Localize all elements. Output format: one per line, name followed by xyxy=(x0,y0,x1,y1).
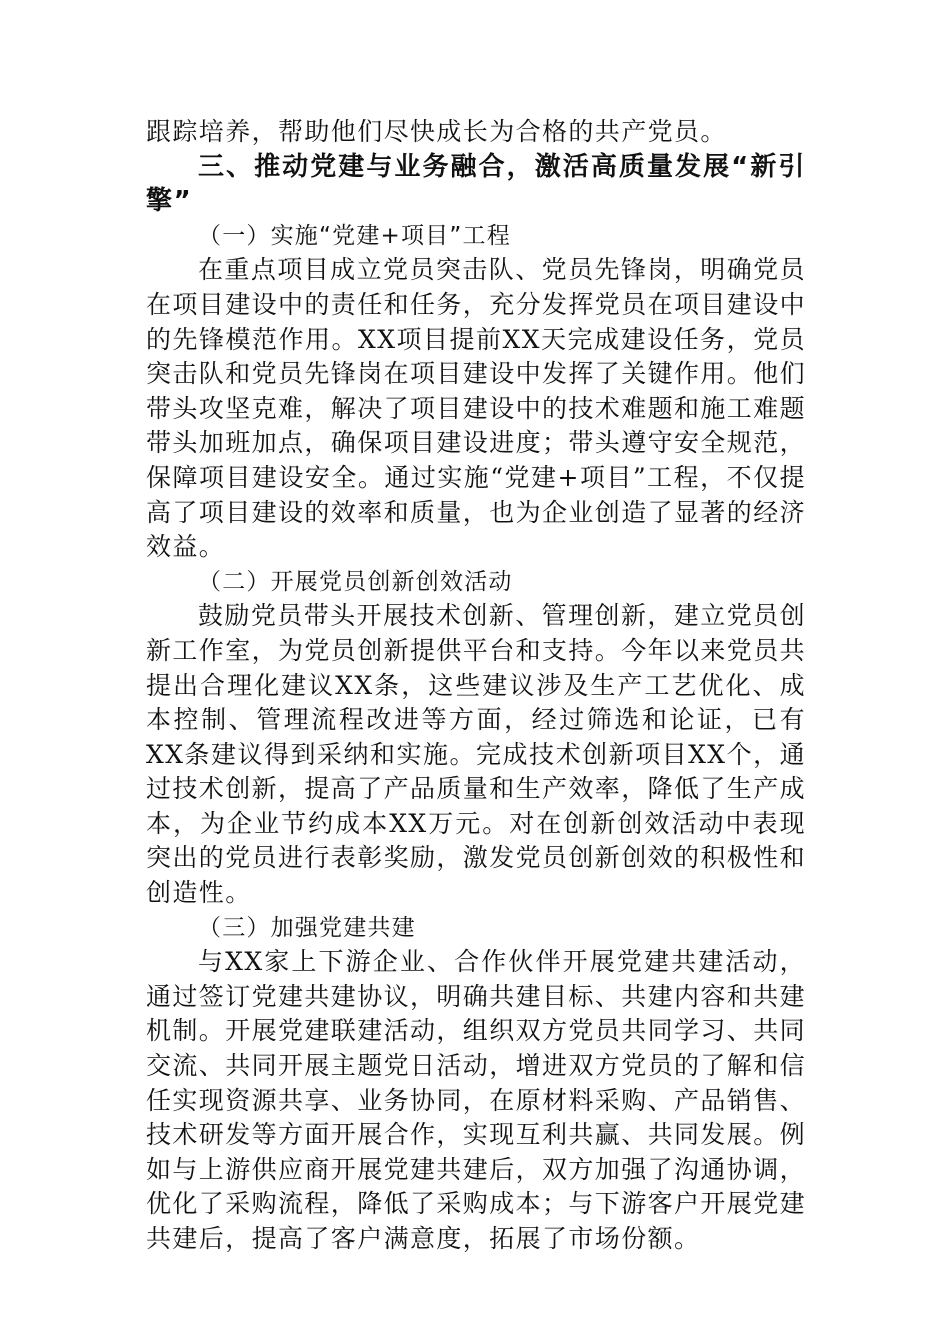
subheading-3: （三）加强党建共建 xyxy=(198,914,416,941)
subheading-1: （一）实施“党建+项目”工程 xyxy=(198,222,511,249)
document-body xyxy=(146,115,806,1257)
paragraph-continuation: 跟踪培养，帮助他们尽快成长为合格的共产党员。 xyxy=(146,117,727,146)
subheading-2: （二）开展党员创新创效活动 xyxy=(198,568,513,595)
section-heading-3: 三、推动党建与业务融合，激活高质量发展“新引擎” xyxy=(146,151,806,217)
paragraph-project: 在重点项目成立党员突击队、党员先锋岗，明确党员在项目建设中的责任和任务，充分发挥党员在项目建设中的先锋模范作用。XX项目提前XX天完成建设任务，党员突击队和党员先锋岗在项目建设中发挥了关键作用。他们带头攻坚克难，解决了项目建设中的技术难题和施工难题带头加班加点，确保项目建设进度；带头遵守安全规范，保障项目建设安全。通过实施“党建+项目”工程，不仅提高了项目建设的效率和质量，也为企业创造了显著的经济效益。 xyxy=(146,255,807,562)
paragraph-cobuild: 与XX家上下游企业、合作伙伴开展党建共建活动，通过签订党建共建协议，明确共建目标、共建内容和共建机制。开展党建联建活动，组织双方党员共同学习、共同交流、共同开展主题党日活动，增进双方党员的了解和信任实现资源共享、业务协同，在原材料采购、产品销售、技术研发等方面开展合作，实现互利共赢、共同发展。例如与上游供应商开展党建共建后，双方加强了沟通协调，优化了采购流程，降低了采购成本；与下游客户开展党建共建后，提高了客户满意度，拓展了市场份额。 xyxy=(146,947,807,1253)
paragraph-innovation: 鼓励党员带头开展技术创新、管理创新，建立党员创新工作室，为党员创新提供平台和支持。今年以来党员共提出合理化建议XX条，这些建议涉及生产工艺优化、成本控制、管理流程改进等方面，经过筛选和论证，已有XX条建议得到采纳和实施。完成技术创新项目XX个，通过技术创新，提高了产品质量和生产效率，降低了生产成本，为企业节约成本XX万元。对在创新创效活动中表现突出的党员进行表彰奖励，激发党员创新创效的积极性和创造性。 xyxy=(146,601,807,908)
